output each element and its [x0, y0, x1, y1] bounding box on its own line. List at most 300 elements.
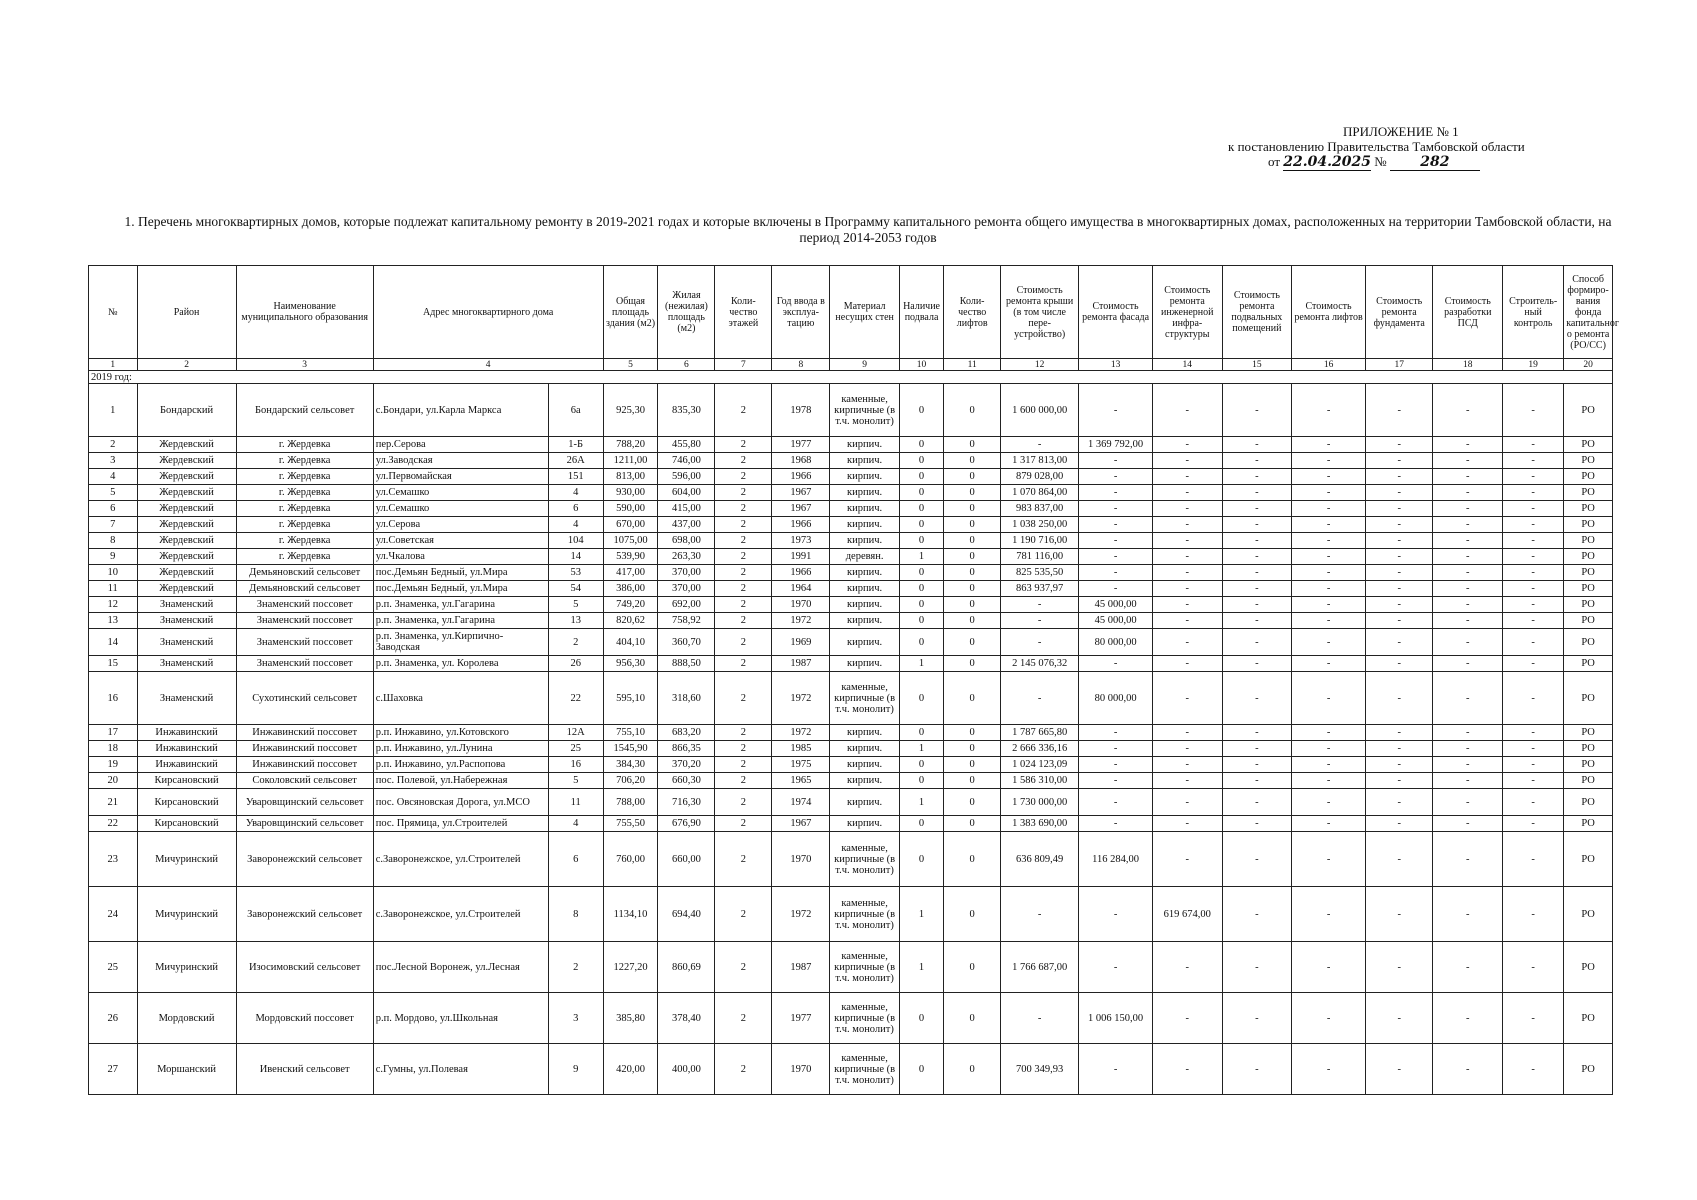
- cell-material: кирпич.: [830, 501, 900, 517]
- table-row: [89, 942, 1613, 993]
- cell-material: кирпич.: [830, 565, 900, 581]
- cell-municipality: г. Жердевка: [236, 453, 373, 469]
- cell-floors: 2: [715, 613, 772, 629]
- cell-roof: -: [1001, 672, 1079, 725]
- cell-municipality: Знаменский поссовет: [236, 613, 373, 629]
- cell-house: 16: [548, 757, 603, 773]
- cell-living-area: 660,00: [658, 832, 715, 887]
- cell-facade: 80 000,00: [1079, 629, 1153, 656]
- cell-facade: 116 284,00: [1079, 832, 1153, 887]
- cell-lift-repair: -: [1292, 597, 1366, 613]
- cell-district: Жердевский: [137, 549, 236, 565]
- cell-n: 22: [89, 816, 138, 832]
- cell-foundation: -: [1365, 453, 1432, 469]
- cell-year: 1970: [772, 1044, 830, 1095]
- cell-district: Инжавинский: [137, 741, 236, 757]
- cell-municipality: Мордовский поссовет: [236, 993, 373, 1044]
- cell-total-area: 404,10: [603, 629, 658, 656]
- cell-roof: 781 116,00: [1001, 549, 1079, 565]
- cell-year: 1987: [772, 656, 830, 672]
- cell-municipality: г. Жердевка: [236, 501, 373, 517]
- cell-house: 2: [548, 942, 603, 993]
- cell-district: Инжавинский: [137, 725, 236, 741]
- cell-municipality: Знаменский поссовет: [236, 656, 373, 672]
- table-row: [89, 629, 1613, 656]
- cell-engineering: 619 674,00: [1152, 887, 1222, 942]
- cell-house: 9: [548, 1044, 603, 1095]
- cell-lifts: 0: [944, 832, 1001, 887]
- cell-district: Инжавинский: [137, 757, 236, 773]
- cell-roof: 879 028,00: [1001, 469, 1079, 485]
- cell-control: -: [1503, 757, 1564, 773]
- cell-lifts: 0: [944, 629, 1001, 656]
- cell-foundation: -: [1365, 501, 1432, 517]
- cell-year: 1965: [772, 773, 830, 789]
- cell-roof: 1 024 123,09: [1001, 757, 1079, 773]
- cell-house: 11: [548, 789, 603, 816]
- cell-roof: -: [1001, 437, 1079, 453]
- cell-basement: 0: [899, 1044, 943, 1095]
- cell-design: -: [1433, 533, 1503, 549]
- cell-year: 1969: [772, 629, 830, 656]
- column-number-2: 2: [137, 359, 236, 371]
- cell-engineering: -: [1152, 533, 1222, 549]
- column-header-18: Стоимость разработки ПСД: [1433, 266, 1503, 359]
- cell-total-area: 417,00: [603, 565, 658, 581]
- houses-table: [88, 265, 1619, 1095]
- cell-floors: 2: [715, 887, 772, 942]
- cell-n: 6: [89, 501, 138, 517]
- cell-lift-repair: -: [1292, 613, 1366, 629]
- cell-total-area: 384,30: [603, 757, 658, 773]
- column-number-11: 11: [944, 359, 1001, 371]
- cell-facade: 1 006 150,00: [1079, 993, 1153, 1044]
- cell-district: Кирсановский: [137, 789, 236, 816]
- cell-basement: 0: [899, 832, 943, 887]
- cell-material: кирпич.: [830, 597, 900, 613]
- cell-living-area: 455,80: [658, 437, 715, 453]
- cell-lift-repair: -: [1292, 581, 1366, 597]
- cell-material: кирпич.: [830, 453, 900, 469]
- cell-basement-repair: -: [1222, 549, 1292, 565]
- cell-engineering: -: [1152, 453, 1222, 469]
- cell-lift-repair: -: [1292, 629, 1366, 656]
- cell-lift-repair: -: [1292, 469, 1366, 485]
- cell-control: -: [1503, 384, 1564, 437]
- cell-living-area: 860,69: [658, 942, 715, 993]
- cell-facade: -: [1079, 581, 1153, 597]
- cell-lifts: 0: [944, 437, 1001, 453]
- cell-foundation: -: [1365, 789, 1432, 816]
- cell-lifts: 0: [944, 773, 1001, 789]
- cell-basement-repair: -: [1222, 581, 1292, 597]
- cell-house: 4: [548, 816, 603, 832]
- cell-control: -: [1503, 832, 1564, 887]
- cell-control: -: [1503, 501, 1564, 517]
- cell-design: -: [1433, 501, 1503, 517]
- cell-roof: 863 937,97: [1001, 581, 1079, 597]
- cell-design: -: [1433, 581, 1503, 597]
- cell-n: 7: [89, 517, 138, 533]
- column-header-4: Адрес многоквартирного дома: [373, 266, 603, 359]
- cell-design: -: [1433, 453, 1503, 469]
- cell-lifts: 0: [944, 581, 1001, 597]
- cell-district: Жердевский: [137, 485, 236, 501]
- cell-engineering: -: [1152, 942, 1222, 993]
- cell-living-area: 263,30: [658, 549, 715, 565]
- cell-design: -: [1433, 485, 1503, 501]
- cell-house: 14: [548, 549, 603, 565]
- cell-foundation: -: [1365, 533, 1432, 549]
- cell-basement: 0: [899, 517, 943, 533]
- cell-municipality: Сухотинский сельсовет: [236, 672, 373, 725]
- cell-engineering: -: [1152, 816, 1222, 832]
- cell-living-area: 596,00: [658, 469, 715, 485]
- cell-basement: 0: [899, 629, 943, 656]
- cell-year: 1972: [772, 672, 830, 725]
- column-header-7: Коли-чество этажей: [715, 266, 772, 359]
- cell-engineering: -: [1152, 613, 1222, 629]
- column-header-12: Стоимость ремонта крыши (в том числе пере-устройство): [1001, 266, 1079, 359]
- cell-foundation: -: [1365, 773, 1432, 789]
- cell-year: 1975: [772, 757, 830, 773]
- cell-street: ул.Советская: [373, 533, 548, 549]
- cell-municipality: Заворонежский сельсовет: [236, 832, 373, 887]
- table-row: [89, 757, 1613, 773]
- cell-control: -: [1503, 789, 1564, 816]
- cell-basement-repair: -: [1222, 384, 1292, 437]
- cell-floors: 2: [715, 469, 772, 485]
- cell-lifts: 0: [944, 384, 1001, 437]
- cell-method: РО: [1564, 942, 1613, 993]
- cell-facade: -: [1079, 469, 1153, 485]
- cell-street: с.Бондари, ул.Карла Маркса: [373, 384, 548, 437]
- cell-basement-repair: -: [1222, 517, 1292, 533]
- table-row: [89, 1044, 1613, 1095]
- cell-living-area: 676,90: [658, 816, 715, 832]
- cell-district: Знаменский: [137, 672, 236, 725]
- document-title: 1. Перечень многоквартирных домов, которые подлежат капитальному ремонту в 2019-2021 годах и которые включены в Программу капитального ремонта общего имущества в многоквартирных домах, расположенных на территории Тамбовской области, на период 2014-2053 годов: [124, 214, 1612, 245]
- cell-living-area: 660,30: [658, 773, 715, 789]
- table-row: [89, 725, 1613, 741]
- cell-municipality: Демьяновский сельсовет: [236, 581, 373, 597]
- cell-house: 54: [548, 581, 603, 597]
- cell-basement-repair: -: [1222, 993, 1292, 1044]
- cell-foundation: -: [1365, 816, 1432, 832]
- cell-material: кирпич.: [830, 437, 900, 453]
- cell-roof: 1 787 665,80: [1001, 725, 1079, 741]
- cell-method: РО: [1564, 501, 1613, 517]
- cell-engineering: -: [1152, 437, 1222, 453]
- cell-year: 1991: [772, 549, 830, 565]
- cell-material: кирпич.: [830, 629, 900, 656]
- cell-house: 5: [548, 773, 603, 789]
- cell-basement: 0: [899, 816, 943, 832]
- cell-floors: 2: [715, 789, 772, 816]
- cell-living-area: 716,30: [658, 789, 715, 816]
- cell-engineering: -: [1152, 672, 1222, 725]
- cell-street: пос. Прямица, ул.Строителей: [373, 816, 548, 832]
- cell-living-area: 318,60: [658, 672, 715, 725]
- cell-district: Знаменский: [137, 656, 236, 672]
- cell-engineering: -: [1152, 993, 1222, 1044]
- cell-floors: 2: [715, 773, 772, 789]
- cell-district: Жердевский: [137, 501, 236, 517]
- cell-street: ул.Первомайская: [373, 469, 548, 485]
- cell-lift-repair: -: [1292, 453, 1366, 469]
- cell-control: -: [1503, 533, 1564, 549]
- cell-facade: 1 369 792,00: [1079, 437, 1153, 453]
- cell-year: 1978: [772, 384, 830, 437]
- column-number-1: 1: [89, 359, 138, 371]
- column-number-4: 4: [373, 359, 603, 371]
- column-number-row: [89, 359, 1613, 371]
- cell-living-area: 758,92: [658, 613, 715, 629]
- column-number-12: 12: [1001, 359, 1079, 371]
- cell-street: р.п. Инжавино, ул.Лунина: [373, 741, 548, 757]
- column-header-10: Наличие подвала: [899, 266, 943, 359]
- cell-basement-repair: -: [1222, 757, 1292, 773]
- cell-method: РО: [1564, 549, 1613, 565]
- cell-material: каменные, кирпичные (в т.ч. монолит): [830, 384, 900, 437]
- cell-n: 20: [89, 773, 138, 789]
- decree-date-line: [1228, 154, 1588, 171]
- cell-lifts: 0: [944, 993, 1001, 1044]
- cell-lifts: 0: [944, 469, 1001, 485]
- cell-municipality: Инжавинский поссовет: [236, 725, 373, 741]
- column-number-13: 13: [1079, 359, 1153, 371]
- cell-n: 23: [89, 832, 138, 887]
- cell-lift-repair: -: [1292, 832, 1366, 887]
- cell-floors: 2: [715, 993, 772, 1044]
- column-header-19: Строитель-ный контроль: [1503, 266, 1564, 359]
- cell-year: 1977: [772, 437, 830, 453]
- cell-district: Знаменский: [137, 597, 236, 613]
- cell-floors: 2: [715, 549, 772, 565]
- cell-basement: 0: [899, 613, 943, 629]
- cell-n: 16: [89, 672, 138, 725]
- cell-foundation: -: [1365, 832, 1432, 887]
- cell-method: РО: [1564, 789, 1613, 816]
- table-row: [89, 672, 1613, 725]
- cell-material: каменные, кирпичные (в т.ч. монолит): [830, 672, 900, 725]
- table-row: [89, 656, 1613, 672]
- cell-house: 104: [548, 533, 603, 549]
- cell-engineering: -: [1152, 789, 1222, 816]
- cell-basement-repair: -: [1222, 469, 1292, 485]
- cell-method: РО: [1564, 1044, 1613, 1095]
- table-row: [89, 741, 1613, 757]
- cell-roof: -: [1001, 613, 1079, 629]
- cell-house: 6а: [548, 384, 603, 437]
- cell-n: 18: [89, 741, 138, 757]
- cell-roof: 700 349,93: [1001, 1044, 1079, 1095]
- cell-method: РО: [1564, 816, 1613, 832]
- column-header-15: Стоимость ремонта подвальных помещений: [1222, 266, 1292, 359]
- cell-lifts: 0: [944, 789, 1001, 816]
- cell-engineering: -: [1152, 597, 1222, 613]
- cell-engineering: -: [1152, 549, 1222, 565]
- column-number-14: 14: [1152, 359, 1222, 371]
- cell-floors: 2: [715, 501, 772, 517]
- cell-year: 1985: [772, 741, 830, 757]
- cell-foundation: -: [1365, 757, 1432, 773]
- cell-living-area: 370,00: [658, 565, 715, 581]
- cell-total-area: 670,00: [603, 517, 658, 533]
- cell-material: кирпич.: [830, 757, 900, 773]
- cell-basement-repair: -: [1222, 501, 1292, 517]
- cell-n: 19: [89, 757, 138, 773]
- cell-basement: 0: [899, 437, 943, 453]
- cell-control: -: [1503, 741, 1564, 757]
- cell-control: -: [1503, 581, 1564, 597]
- decree-date: 22.04.2025: [1283, 154, 1371, 170]
- cell-lifts: 0: [944, 672, 1001, 725]
- cell-material: кирпич.: [830, 656, 900, 672]
- column-number-10: 10: [899, 359, 943, 371]
- cell-design: -: [1433, 517, 1503, 533]
- cell-facade: -: [1079, 773, 1153, 789]
- cell-basement-repair: -: [1222, 597, 1292, 613]
- column-header-5: Общая площадь здания (м2): [603, 266, 658, 359]
- cell-total-area: 385,80: [603, 993, 658, 1044]
- cell-total-area: 788,00: [603, 789, 658, 816]
- cell-facade: -: [1079, 384, 1153, 437]
- cell-district: Мичуринский: [137, 942, 236, 993]
- cell-district: Жердевский: [137, 533, 236, 549]
- cell-street: ул.Чкалова: [373, 549, 548, 565]
- cell-floors: 2: [715, 832, 772, 887]
- cell-lifts: 0: [944, 613, 1001, 629]
- cell-total-area: 1211,00: [603, 453, 658, 469]
- cell-roof: 1 586 310,00: [1001, 773, 1079, 789]
- cell-house: 4: [548, 517, 603, 533]
- cell-basement: 1: [899, 656, 943, 672]
- cell-material: каменные, кирпичные (в т.ч. монолит): [830, 993, 900, 1044]
- cell-floors: 2: [715, 453, 772, 469]
- decree-reference: к постановлению Правительства Тамбовской области: [1228, 139, 1525, 154]
- cell-lift-repair: -: [1292, 773, 1366, 789]
- cell-lifts: 0: [944, 741, 1001, 757]
- cell-method: РО: [1564, 773, 1613, 789]
- cell-lifts: 0: [944, 887, 1001, 942]
- cell-facade: -: [1079, 656, 1153, 672]
- table-row: [89, 613, 1613, 629]
- cell-foundation: -: [1365, 384, 1432, 437]
- cell-lifts: 0: [944, 942, 1001, 993]
- cell-design: -: [1433, 725, 1503, 741]
- cell-foundation: -: [1365, 1044, 1432, 1095]
- cell-municipality: Изосимовский сельсовет: [236, 942, 373, 993]
- column-number-18: 18: [1433, 359, 1503, 371]
- cell-method: РО: [1564, 597, 1613, 613]
- column-header-13: Стоимость ремонта фасада: [1079, 266, 1153, 359]
- cell-municipality: Инжавинский поссовет: [236, 741, 373, 757]
- column-header-14: Стоимость ремонта инженерной инфра-структуры: [1152, 266, 1222, 359]
- cell-lift-repair: -: [1292, 887, 1366, 942]
- cell-n: 2: [89, 437, 138, 453]
- cell-floors: 2: [715, 517, 772, 533]
- cell-district: Жердевский: [137, 581, 236, 597]
- cell-control: -: [1503, 993, 1564, 1044]
- cell-design: -: [1433, 1044, 1503, 1095]
- cell-living-area: 604,00: [658, 485, 715, 501]
- cell-method: РО: [1564, 993, 1613, 1044]
- cell-living-area: 683,20: [658, 725, 715, 741]
- cell-method: РО: [1564, 757, 1613, 773]
- cell-method: РО: [1564, 533, 1613, 549]
- cell-material: кирпич.: [830, 581, 900, 597]
- cell-floors: 2: [715, 533, 772, 549]
- cell-design: -: [1433, 832, 1503, 887]
- cell-basement-repair: -: [1222, 656, 1292, 672]
- cell-total-area: 595,10: [603, 672, 658, 725]
- cell-basement: 0: [899, 533, 943, 549]
- cell-roof: 1 730 000,00: [1001, 789, 1079, 816]
- table-row: [89, 549, 1613, 565]
- cell-lift-repair: -: [1292, 549, 1366, 565]
- cell-basement: 0: [899, 453, 943, 469]
- cell-street: с.Заворонежское, ул.Строителей: [373, 887, 548, 942]
- column-header-9: Материал несущих стен: [830, 266, 900, 359]
- cell-municipality: Ивенский сельсовет: [236, 1044, 373, 1095]
- cell-lifts: 0: [944, 501, 1001, 517]
- column-header-1: №: [89, 266, 138, 359]
- cell-design: -: [1433, 773, 1503, 789]
- cell-basement: 0: [899, 597, 943, 613]
- cell-house: 13: [548, 613, 603, 629]
- cell-house: 4: [548, 485, 603, 501]
- cell-lift-repair: -: [1292, 517, 1366, 533]
- cell-basement: 0: [899, 581, 943, 597]
- cell-design: -: [1433, 613, 1503, 629]
- cell-engineering: -: [1152, 501, 1222, 517]
- cell-basement: 1: [899, 741, 943, 757]
- cell-year: 1966: [772, 565, 830, 581]
- cell-house: 5: [548, 597, 603, 613]
- column-header-11: Коли-чество лифтов: [944, 266, 1001, 359]
- cell-method: РО: [1564, 832, 1613, 887]
- cell-municipality: г. Жердевка: [236, 533, 373, 549]
- cell-basement: 0: [899, 672, 943, 725]
- cell-facade: -: [1079, 942, 1153, 993]
- cell-control: -: [1503, 517, 1564, 533]
- cell-municipality: г. Жердевка: [236, 469, 373, 485]
- cell-floors: 2: [715, 672, 772, 725]
- column-header-16: Стоимость ремонта лифтов: [1292, 266, 1366, 359]
- cell-lift-repair: -: [1292, 1044, 1366, 1095]
- cell-facade: -: [1079, 741, 1153, 757]
- cell-method: РО: [1564, 581, 1613, 597]
- cell-lifts: 0: [944, 549, 1001, 565]
- column-number-5: 5: [603, 359, 658, 371]
- cell-material: каменные, кирпичные (в т.ч. монолит): [830, 887, 900, 942]
- cell-control: -: [1503, 816, 1564, 832]
- cell-year: 1966: [772, 469, 830, 485]
- cell-basement-repair: -: [1222, 453, 1292, 469]
- cell-basement: 1: [899, 789, 943, 816]
- cell-municipality: г. Жердевка: [236, 485, 373, 501]
- cell-method: РО: [1564, 453, 1613, 469]
- cell-floors: 2: [715, 581, 772, 597]
- cell-basement: 1: [899, 887, 943, 942]
- cell-year: 1987: [772, 942, 830, 993]
- cell-year: 1972: [772, 725, 830, 741]
- cell-floors: 2: [715, 1044, 772, 1095]
- cell-n: 4: [89, 469, 138, 485]
- cell-house: 26: [548, 656, 603, 672]
- table-row: [89, 565, 1613, 581]
